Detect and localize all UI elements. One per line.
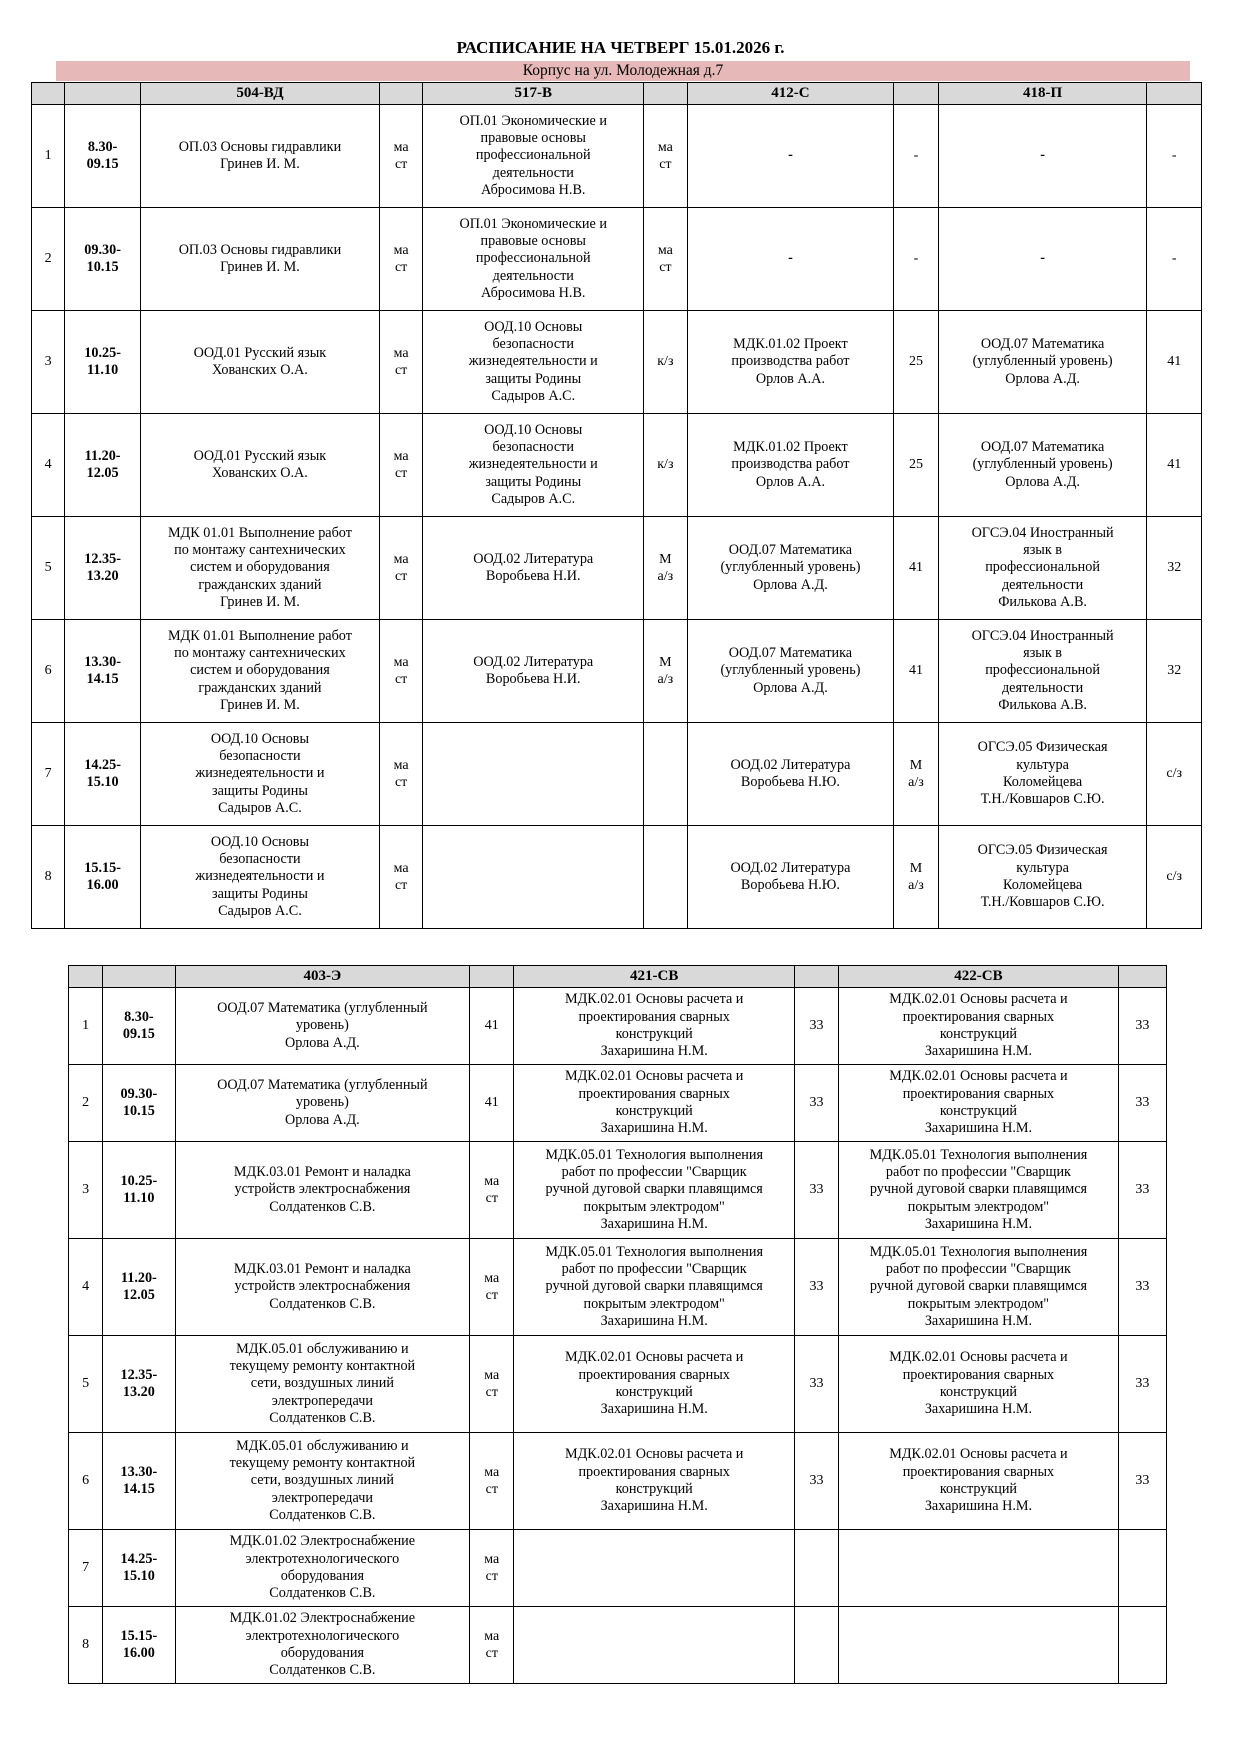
subject-cell: МДК.02.01 Основы расчета и проектирования сварных конструкций Захаришина Н.М. <box>839 1065 1119 1142</box>
subject-cell <box>839 1530 1119 1607</box>
room-cell: ма ст <box>379 311 422 414</box>
lesson-time: 12.35- 13.20 <box>65 517 141 620</box>
subject-cell: ОП.01 Экономические и правовые основы профессиональной деятельности Абросимова Н.В. <box>423 105 644 208</box>
table-row <box>69 1239 1167 1336</box>
table-row <box>32 517 1202 620</box>
subject-cell: МДК.02.01 Основы расчета и проектирования сварных конструкций Захаришина Н.М. <box>839 1336 1119 1433</box>
room-cell: ма ст <box>470 1530 514 1607</box>
lesson-time: 13.30- 14.15 <box>65 620 141 723</box>
subject-cell: МДК.05.01 обслуживанию и текущему ремонту контактной сети, воздушных линий электропередачи Солдатенков С.В. <box>175 1433 470 1530</box>
subject-cell: ООД.01 Русский язык Хованских О.А. <box>140 414 379 517</box>
table-row <box>69 1607 1167 1684</box>
room-cell: ма ст <box>470 1239 514 1336</box>
subject-cell: ООД.07 Математика (углубленный уровень) Орлова А.Д. <box>938 414 1147 517</box>
subject-cell: ООД.07 Математика (углубленный уровень) Орлова А.Д. <box>938 311 1147 414</box>
room-cell: 33 <box>1118 1142 1166 1239</box>
room-cell: ма ст <box>379 414 422 517</box>
subject-cell: - <box>687 208 894 311</box>
header-blank-cell <box>103 966 175 988</box>
lesson-time: 15.15- 16.00 <box>103 1607 175 1684</box>
subject-cell: ООД.07 Математика (углубленный уровень) Орлова А.Д. <box>687 517 894 620</box>
room-cell: с/з <box>1147 826 1202 929</box>
lesson-time: 10.25- 11.10 <box>103 1142 175 1239</box>
header-room-blank <box>1147 83 1202 105</box>
table-row <box>32 826 1202 929</box>
lesson-time: 10.25- 11.10 <box>65 311 141 414</box>
subject-cell: МДК.05.01 Технология выполнения работ по профессии "Сварщик ручной дуговой сварки плавящимся покрытым электродом" Захаришина Н.М. <box>839 1142 1119 1239</box>
table-row <box>69 1065 1167 1142</box>
room-cell: 33 <box>794 1336 838 1433</box>
header-room-blank <box>1118 966 1166 988</box>
room-cell: 32 <box>1147 620 1202 723</box>
room-cell: 41 <box>894 517 938 620</box>
lesson-number: 5 <box>69 1336 103 1433</box>
room-cell: ма ст <box>470 1336 514 1433</box>
lesson-number: 3 <box>32 311 65 414</box>
lesson-number: 2 <box>32 208 65 311</box>
subject-cell: МДК.02.01 Основы расчета и проектирования сварных конструкций Захаришина Н.М. <box>514 988 795 1065</box>
subject-cell: МДК.02.01 Основы расчета и проектирования сварных конструкций Захаришина Н.М. <box>839 1433 1119 1530</box>
room-cell: ма ст <box>379 723 422 826</box>
subject-cell: ООД.07 Математика (углубленный уровень) Орлова А.Д. <box>175 988 470 1065</box>
lesson-number: 1 <box>69 988 103 1065</box>
subject-cell <box>514 1607 795 1684</box>
room-cell: ма ст <box>379 208 422 311</box>
table-row <box>32 105 1202 208</box>
room-cell: ма ст <box>379 517 422 620</box>
room-cell: 41 <box>894 620 938 723</box>
header-room-blank <box>794 966 838 988</box>
subject-cell: ОП.01 Экономические и правовые основы профессиональной деятельности Абросимова Н.В. <box>423 208 644 311</box>
subject-cell: ООД.07 Математика (углубленный уровень) Орлова А.Д. <box>687 620 894 723</box>
subject-cell: МДК.01.02 Проект производства работ Орлов А.А. <box>687 311 894 414</box>
group-header: 403-Э <box>175 966 470 988</box>
table-row <box>69 1142 1167 1239</box>
group-header: 517-В <box>423 83 644 105</box>
room-cell: М а/з <box>644 517 687 620</box>
subject-cell: ООД.07 Математика (углубленный уровень) Орлова А.Д. <box>175 1065 470 1142</box>
room-cell: 41 <box>470 988 514 1065</box>
subject-cell: МДК.01.02 Электроснабжение электротехнологического оборудования Солдатенков С.В. <box>175 1530 470 1607</box>
lesson-time: 12.35- 13.20 <box>103 1336 175 1433</box>
page-title: РАСПИСАНИЕ НА ЧЕТВЕРГ 15.01.2026 г. <box>456 38 785 57</box>
subject-cell: МДК 01.01 Выполнение работ по монтажу сантехнических систем и оборудования гражданских зданий Гринев И. М. <box>140 620 379 723</box>
header-blank-cell <box>32 83 65 105</box>
lesson-time: 11.20- 12.05 <box>103 1239 175 1336</box>
room-cell: 33 <box>794 1239 838 1336</box>
lesson-number: 8 <box>69 1607 103 1684</box>
table-row <box>69 988 1167 1065</box>
subject-cell: ООД.10 Основы безопасности жизнедеятельности и защиты Родины Садыров А.С. <box>423 311 644 414</box>
room-cell <box>644 723 687 826</box>
room-cell: ма ст <box>470 1607 514 1684</box>
lesson-number: 7 <box>32 723 65 826</box>
lesson-number: 2 <box>69 1065 103 1142</box>
room-cell: ма ст <box>379 105 422 208</box>
subject-cell: МДК.02.01 Основы расчета и проектирования сварных конструкций Захаришина Н.М. <box>514 1433 795 1530</box>
room-cell: М а/з <box>894 723 938 826</box>
room-cell: 33 <box>1118 1433 1166 1530</box>
subject-cell: МДК.05.01 Технология выполнения работ по профессии "Сварщик ручной дуговой сварки плавящимся покрытым электродом" Захаришина Н.М. <box>514 1142 795 1239</box>
table-row <box>32 414 1202 517</box>
room-cell <box>1118 1607 1166 1684</box>
room-cell: 33 <box>794 1433 838 1530</box>
lesson-number: 1 <box>32 105 65 208</box>
room-cell: 33 <box>794 988 838 1065</box>
room-cell: - <box>1147 105 1202 208</box>
room-cell <box>794 1530 838 1607</box>
table-2-header-row <box>69 966 1167 988</box>
lesson-time: 8.30- 09.15 <box>65 105 141 208</box>
lesson-time: 09.30- 10.15 <box>65 208 141 311</box>
lesson-time: 13.30- 14.15 <box>103 1433 175 1530</box>
header-room-blank <box>379 83 422 105</box>
table-row <box>69 1433 1167 1530</box>
subject-cell: МДК.02.01 Основы расчета и проектирования сварных конструкций Захаришина Н.М. <box>839 988 1119 1065</box>
subject-cell: МДК.05.01 Технология выполнения работ по профессии "Сварщик ручной дуговой сварки плавящимся покрытым электродом" Захаришина Н.М. <box>514 1239 795 1336</box>
table-row <box>32 620 1202 723</box>
subject-cell: ОГСЭ.05 Физическая культура Коломейцева Т.Н./Ковшаров С.Ю. <box>938 723 1147 826</box>
subject-cell: МДК.03.01 Ремонт и наладка устройств электроснабжения Солдатенков С.В. <box>175 1239 470 1336</box>
lesson-number: 5 <box>32 517 65 620</box>
subject-cell <box>423 826 644 929</box>
subject-cell: ОГСЭ.05 Физическая культура Коломейцева Т.Н./Ковшаров С.Ю. <box>938 826 1147 929</box>
table-row <box>69 1530 1167 1607</box>
subject-cell: МДК.05.01 обслуживанию и текущему ремонту контактной сети, воздушных линий электропередачи Солдатенков С.В. <box>175 1336 470 1433</box>
subject-cell: МДК 01.01 Выполнение работ по монтажу сантехнических систем и оборудования гражданских зданий Гринев И. М. <box>140 517 379 620</box>
lesson-number: 6 <box>69 1433 103 1530</box>
table-row <box>32 208 1202 311</box>
schedule-table-2 <box>68 965 1167 1684</box>
lesson-time: 14.25- 15.10 <box>103 1530 175 1607</box>
subject-cell: ОП.03 Основы гидравлики Гринев И. М. <box>140 105 379 208</box>
subject-cell: МДК.05.01 Технология выполнения работ по профессии "Сварщик ручной дуговой сварки плавящимся покрытым электродом" Захаришина Н.М. <box>839 1239 1119 1336</box>
subject-cell: ООД.02 Литература Воробьева Н.И. <box>423 620 644 723</box>
room-cell: М а/з <box>894 826 938 929</box>
lesson-number: 8 <box>32 826 65 929</box>
lesson-time: 14.25- 15.10 <box>65 723 141 826</box>
room-cell <box>644 826 687 929</box>
subject-cell: - <box>938 105 1147 208</box>
room-cell: 25 <box>894 311 938 414</box>
group-header: 421-СВ <box>514 966 795 988</box>
room-cell: 32 <box>1147 517 1202 620</box>
subject-cell: ОГСЭ.04 Иностранный язык в профессиональной деятельности Филькова А.В. <box>938 620 1147 723</box>
subject-cell: - <box>687 105 894 208</box>
room-cell: ма ст <box>379 826 422 929</box>
room-cell: - <box>1147 208 1202 311</box>
subject-cell: МДК.01.02 Проект производства работ Орлов А.А. <box>687 414 894 517</box>
header-room-blank <box>894 83 938 105</box>
room-cell: 33 <box>794 1142 838 1239</box>
subject-cell: МДК.01.02 Электроснабжение электротехнологического оборудования Солдатенков С.В. <box>175 1607 470 1684</box>
room-cell: 33 <box>1118 1065 1166 1142</box>
table-row <box>69 1336 1167 1433</box>
group-header: 422-СВ <box>839 966 1119 988</box>
lesson-time: 15.15- 16.00 <box>65 826 141 929</box>
room-cell: 41 <box>1147 311 1202 414</box>
room-cell: - <box>894 105 938 208</box>
room-cell <box>1118 1530 1166 1607</box>
subject-cell <box>423 723 644 826</box>
subject-cell: МДК.02.01 Основы расчета и проектирования сварных конструкций Захаришина Н.М. <box>514 1065 795 1142</box>
schedule-table-1 <box>31 82 1202 929</box>
subject-cell: ОП.03 Основы гидравлики Гринев И. М. <box>140 208 379 311</box>
subject-cell: ООД.10 Основы безопасности жизнедеятельности и защиты Родины Садыров А.С. <box>140 723 379 826</box>
lesson-number: 4 <box>69 1239 103 1336</box>
room-cell: 33 <box>1118 1239 1166 1336</box>
lesson-number: 6 <box>32 620 65 723</box>
group-header: 418-П <box>938 83 1147 105</box>
campus-banner: Корпус на ул. Молодежная д.7 <box>56 61 1190 81</box>
room-cell: ма ст <box>379 620 422 723</box>
room-cell <box>794 1607 838 1684</box>
header-blank-cell <box>65 83 141 105</box>
group-header: 504-ВД <box>140 83 379 105</box>
subject-cell: ООД.02 Литература Воробьева Н.Ю. <box>687 826 894 929</box>
room-cell: 33 <box>1118 1336 1166 1433</box>
table-1-header-row <box>32 83 1202 105</box>
subject-cell: ООД.01 Русский язык Хованских О.А. <box>140 311 379 414</box>
room-cell: ма ст <box>644 105 687 208</box>
header-blank-cell <box>69 966 103 988</box>
table-row <box>32 311 1202 414</box>
room-cell: М а/з <box>644 620 687 723</box>
room-cell: - <box>894 208 938 311</box>
subject-cell: ООД.02 Литература Воробьева Н.И. <box>423 517 644 620</box>
room-cell: 25 <box>894 414 938 517</box>
lesson-number: 7 <box>69 1530 103 1607</box>
room-cell: ма ст <box>644 208 687 311</box>
room-cell: к/з <box>644 414 687 517</box>
room-cell: с/з <box>1147 723 1202 826</box>
room-cell: 33 <box>794 1065 838 1142</box>
subject-cell: МДК.02.01 Основы расчета и проектирования сварных конструкций Захаришина Н.М. <box>514 1336 795 1433</box>
room-cell: 41 <box>470 1065 514 1142</box>
group-header: 412-С <box>687 83 894 105</box>
lesson-time: 11.20- 12.05 <box>65 414 141 517</box>
lesson-number: 3 <box>69 1142 103 1239</box>
lesson-number: 4 <box>32 414 65 517</box>
room-cell: 33 <box>1118 988 1166 1065</box>
room-cell: 41 <box>1147 414 1202 517</box>
header-room-blank <box>644 83 687 105</box>
room-cell: ма ст <box>470 1433 514 1530</box>
room-cell: ма ст <box>470 1142 514 1239</box>
table-row <box>32 723 1202 826</box>
subject-cell: ОГСЭ.04 Иностранный язык в профессиональной деятельности Филькова А.В. <box>938 517 1147 620</box>
subject-cell: - <box>938 208 1147 311</box>
subject-cell: ООД.10 Основы безопасности жизнедеятельности и защиты Родины Садыров А.С. <box>423 414 644 517</box>
header-room-blank <box>470 966 514 988</box>
subject-cell: ООД.10 Основы безопасности жизнедеятельности и защиты Родины Садыров А.С. <box>140 826 379 929</box>
subject-cell: МДК.03.01 Ремонт и наладка устройств электроснабжения Солдатенков С.В. <box>175 1142 470 1239</box>
subject-cell: ООД.02 Литература Воробьева Н.Ю. <box>687 723 894 826</box>
room-cell: к/з <box>644 311 687 414</box>
lesson-time: 8.30- 09.15 <box>103 988 175 1065</box>
lesson-time: 09.30- 10.15 <box>103 1065 175 1142</box>
subject-cell <box>839 1607 1119 1684</box>
subject-cell <box>514 1530 795 1607</box>
